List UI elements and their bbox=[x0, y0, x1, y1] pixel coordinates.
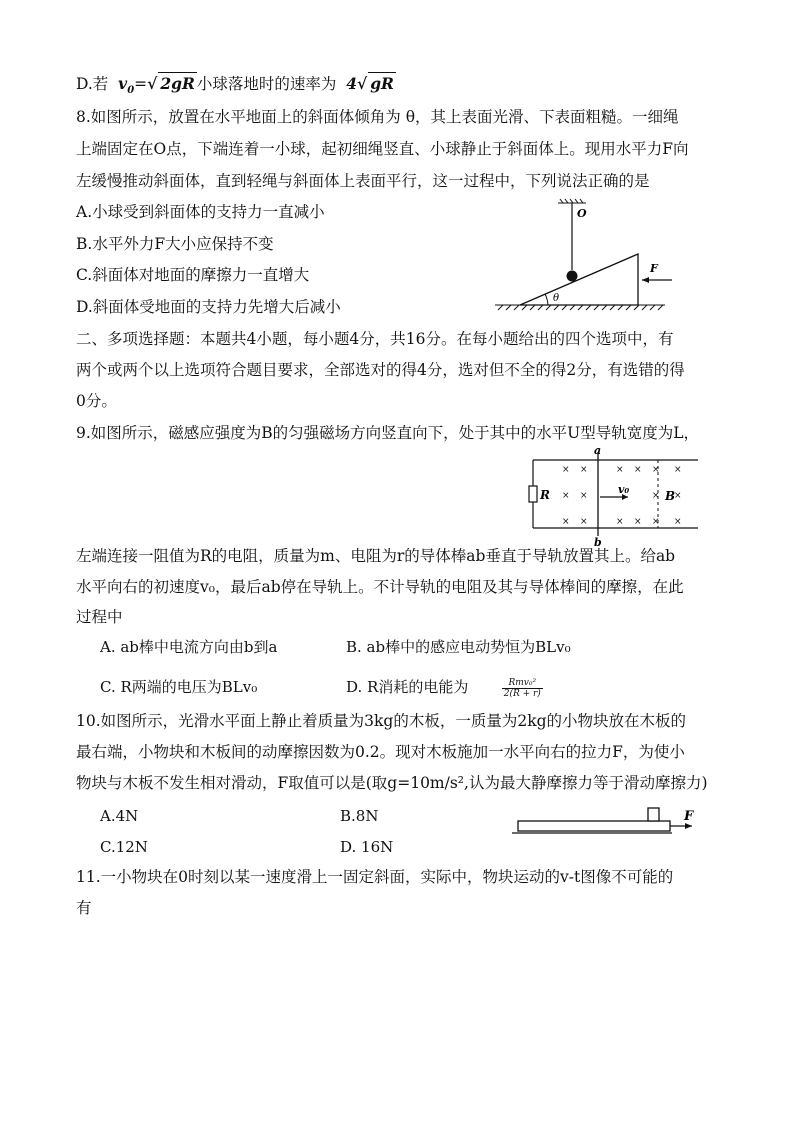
resistor bbox=[529, 486, 537, 502]
sqrt-symbol-2: √ bbox=[357, 74, 368, 93]
q9-option-d-text: D. R消耗的电能为 bbox=[346, 678, 469, 696]
sqrt-gR: gR bbox=[370, 74, 394, 93]
ceiling-hatch bbox=[558, 199, 586, 203]
field-cross: × bbox=[580, 517, 588, 527]
q8-option-d: D.斜面体受地面的支持力先增大后减小 bbox=[76, 298, 341, 316]
q8-option-c: C.斜面体对地面的摩擦力一直增大 bbox=[76, 266, 310, 284]
field-cross: × bbox=[652, 465, 660, 475]
field-cross: × bbox=[580, 491, 588, 501]
label-a: a bbox=[594, 444, 602, 457]
field-cross: × bbox=[652, 517, 660, 527]
ground-hatch bbox=[495, 305, 665, 310]
block bbox=[648, 808, 659, 821]
incline-diagram bbox=[490, 198, 690, 313]
label-r: R bbox=[540, 488, 550, 502]
field-cross: × bbox=[562, 517, 570, 527]
q11-line-1: 11.一小物块在0时刻以某一速度滑上一固定斜面，实际中，物块运动的v-t图像不可能的 bbox=[76, 868, 674, 886]
q9-line-3: 水平向右的初速度v₀，最后ab停在导轨上。不计导轨的电阻及其与导体棒间的摩擦，在此 bbox=[76, 578, 684, 596]
field-cross: × bbox=[562, 465, 570, 475]
plank bbox=[518, 821, 670, 831]
q10-option-a: A.4N bbox=[100, 807, 139, 825]
q10-option-b: B.8N bbox=[340, 807, 379, 825]
sqrt-symbol: √ bbox=[147, 74, 158, 93]
field-cross: × bbox=[562, 491, 570, 501]
q8-line-2: 上端固定在O点，下端连着一小球，起初细绳竖直、小球静止于斜面体上。现用水平力F向 bbox=[76, 140, 689, 158]
field-cross: × bbox=[580, 465, 588, 475]
field-cross: × bbox=[616, 465, 624, 475]
label-v0: v₀ bbox=[618, 483, 630, 496]
q9-line-1: 9.如图所示，磁感应强度为B的匀强磁场方向竖直向下，处于其中的水平U型导轨宽度为L， bbox=[76, 424, 700, 442]
q10-line-2: 最右端，小物块和木板间的动摩擦因数为0.2。现对木板施加一水平向右的拉力F，为使小 bbox=[76, 743, 685, 761]
label-theta: θ bbox=[553, 293, 560, 304]
section2-line-1: 二、多项选择题：本题共4小题，每小题4分，共16分。在每小题给出的四个选项中，有 bbox=[76, 330, 674, 348]
field-cross: × bbox=[634, 517, 642, 527]
field-crosses bbox=[562, 465, 682, 527]
field-cross: × bbox=[652, 491, 660, 501]
sqrt-2gR: 2gR bbox=[160, 74, 195, 93]
q9-line-4: 过程中 bbox=[76, 608, 123, 626]
q7-option-d bbox=[76, 72, 396, 102]
label-o: O bbox=[577, 207, 587, 220]
ball bbox=[567, 271, 578, 282]
equals-sign: = bbox=[134, 75, 148, 93]
q8-line-1: 8.如图所示，放置在水平地面上的斜面体倾角为 θ，其上表面光滑、下表面粗糙。一细绳 bbox=[76, 108, 679, 126]
incline-body bbox=[520, 254, 638, 305]
q9-option-b: B. ab棒中的感应电动势恒为BLv₀ bbox=[346, 638, 571, 656]
q11-line-2: 有 bbox=[76, 899, 92, 917]
q9-option-c: C. R两端的电压为BLv₀ bbox=[100, 678, 258, 696]
q8-option-b: B.水平外力F大小应保持不变 bbox=[76, 235, 274, 253]
fraction-denominator: 2(R + r) bbox=[503, 688, 541, 699]
q10-line-3: 物块与木板不发生相对滑动，F取值可以是(取g=10m/s²,认为最大静摩擦力等于滑动摩擦力) bbox=[76, 774, 708, 792]
v0-symbol: $v_0$ bbox=[118, 74, 135, 97]
label-f-pull: F bbox=[684, 809, 694, 824]
q9-option-a: A. ab棒中电流方向由b到a bbox=[100, 638, 278, 656]
force-arrow-icon bbox=[642, 277, 672, 283]
rail-diagram bbox=[528, 444, 700, 549]
section2-line-3: 0分。 bbox=[76, 392, 117, 410]
q9-line-2: 左端连接一阻值为R的电阻，质量为m、电阻为r的导体棒ab垂直于导轨放置其上。给ab bbox=[76, 547, 676, 565]
section2-line-2: 两个或两个以上选项符合题目要求，全部选对的得4分，选对但不全的得2分，有选错的得 bbox=[76, 361, 685, 379]
q10-option-d: D. 16N bbox=[340, 838, 394, 856]
energy-fraction bbox=[502, 678, 543, 699]
option-d-text: 小球落地时的速率为 bbox=[196, 75, 337, 93]
fraction-numerator: Rmv₀² bbox=[502, 678, 543, 689]
q10-option-c: C.12N bbox=[100, 838, 148, 856]
field-cross: × bbox=[674, 491, 682, 501]
q10-line-1: 10.如图所示，光滑水平面上静止着质量为3kg的木板，一质量为2kg的小物块放在木板的 bbox=[76, 712, 687, 730]
plank-diagram bbox=[512, 803, 702, 837]
label-f: F bbox=[650, 262, 658, 275]
option-d-prefix: D.若 bbox=[76, 75, 109, 93]
q8-option-a: A.小球受到斜面体的支持力一直减小 bbox=[76, 203, 325, 221]
label-b: b bbox=[594, 536, 602, 549]
q9-option-d bbox=[346, 676, 543, 699]
angle-arc bbox=[545, 294, 548, 305]
field-cross: × bbox=[674, 517, 682, 527]
label-b-field: B bbox=[665, 489, 676, 503]
coef-4: 4 bbox=[346, 74, 358, 93]
field-cross: × bbox=[634, 465, 642, 475]
field-cross: × bbox=[674, 465, 682, 475]
field-cross: × bbox=[616, 517, 624, 527]
q8-line-3: 左缓慢推动斜面体，直到轻绳与斜面体上表面平行，这一过程中，下列说法正确的是 bbox=[76, 172, 650, 190]
